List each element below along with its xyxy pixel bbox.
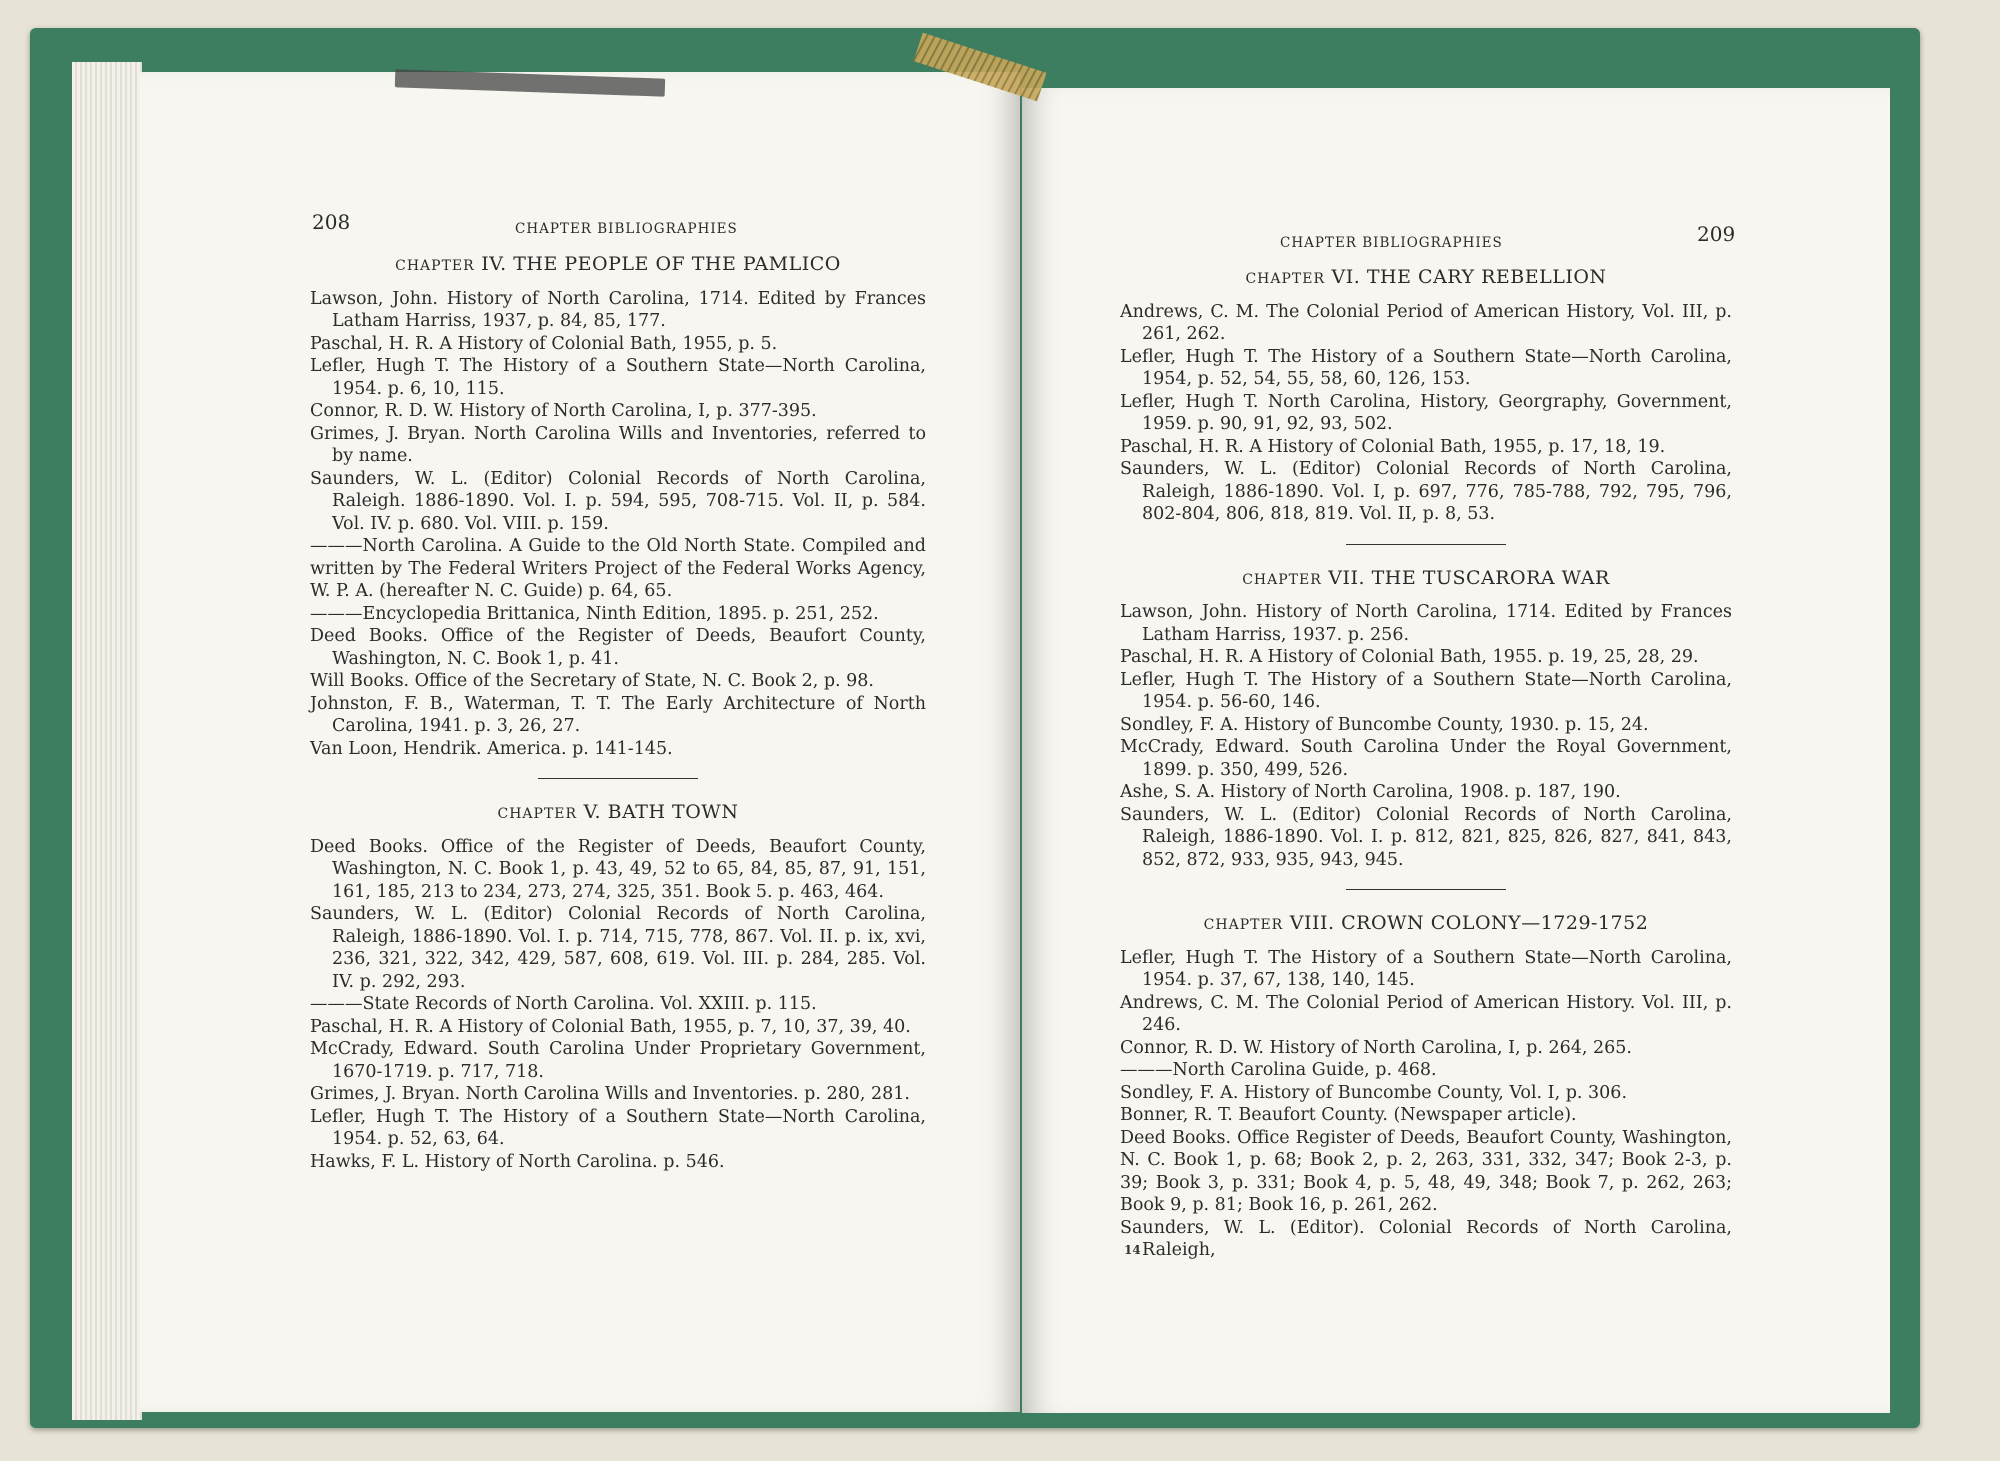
bib-entry: McCrady, Edward. South Carolina Under the Royal Government, 1899. p. 350, 499, 526. xyxy=(1120,737,1732,780)
chapter-heading-vii: CHAPTER VII. THE TUSCARORA WAR xyxy=(1242,566,1610,589)
bib-entry: ———North Carolina. A Guide to the Old North State. Compiled and written by The Federal Writers Project of the Federal Works Agency, W. P. A. (hereafter N. C. Guide) p. 64, 65. xyxy=(310,536,926,601)
bib-entry: Andrews, C. M. The Colonial Period of American History, Vol. III, p. 261, 262. xyxy=(1120,301,1732,344)
bib-entry: Lefler, Hugh T. The History of a Southern State—North Carolina, 1954, p. 52, 54, 55, 58, 60, 126, 153. xyxy=(1120,346,1732,389)
bib-entry: Paschal, H. R. A History of Colonial Bath, 1955. p. 19, 25, 28, 29. xyxy=(1120,647,1699,667)
chapter-heading-iv: CHAPTER IV. THE PEOPLE OF THE PAMLICO xyxy=(395,253,841,275)
bib-entry: Saunders, W. L. (Editor) Colonial Records of North Carolina, Raleigh, 1886-1890. Vol. I. p. 812, 821, 825, 826, 827, 841, 843, 852, 872, 933, 935, 943, 945. xyxy=(1120,804,1732,870)
bib-entry: Lefler, Hugh T. North Carolina, History, Georgraphy, Government, 1959. p. 90, 91, 92, 93, 502. xyxy=(1120,391,1732,434)
bib-entry: ———North Carolina Guide, p. 468. xyxy=(1120,1060,1437,1080)
bib-entry: ———State Records of North Carolina. Vol. XXIII. p. 115. xyxy=(310,994,817,1014)
bib-entry: Saunders, W. L. (Editor). Colonial Records of North Carolina, Raleigh, xyxy=(1120,1217,1732,1260)
chapter-heading-vi: CHAPTER VI. THE CARY REBELLION xyxy=(1245,266,1607,288)
bib-entry: Saunders, W. L. (Editor) Colonial Records of North Carolina, Raleigh. 1886-1890. Vol. I. p. 594, 595, 708-715. Vol. II, p. 584. Vol. IV. p. 680. Vol. VIII. p. 159. xyxy=(310,468,926,534)
bib-entry: Paschal, H. R. A History of Colonial Bath, 1955, p. 7, 10, 37, 39, 40. xyxy=(310,1016,911,1037)
bib-entry: Lawson, John. History of North Carolina, 1714. Edited by Frances Latham Harriss, 1937. p. 256. xyxy=(1120,602,1732,645)
bib-entry: Lawson, John. History of North Carolina, 1714. Edited by Frances Latham Harriss, 1937, p. 84, 85, 177. xyxy=(310,288,926,331)
right-page-number: 209 xyxy=(1697,222,1736,246)
bib-entry: Saunders, W. L. (Editor) Colonial Records of North Carolina, Raleigh, 1886-1890. Vol. I, p. 697, 776, 785-788, 792, 795, 796, 802-804, 806, 818, 819. Vol. II, p. 8, 53. xyxy=(1120,459,1732,524)
section-divider xyxy=(1346,544,1506,545)
bib-entry: Lefler, Hugh T. The History of a Southern State—North Carolina, 1954. p. 37, 67, 138, 140, 145. xyxy=(1120,947,1732,990)
bib-entry: Bonner, R. T. Beaufort County. (Newspaper article). xyxy=(1120,1105,1577,1125)
bib-entry: Lefler, Hugh T. The History of a Southern State—North Carolina, 1954. p. 52, 63, 64. xyxy=(310,1106,926,1149)
bib-entry: Connor, R. D. W. History of North Carolina, I, p. 377-395. xyxy=(310,401,817,421)
bib-entry: Deed Books. Office Register of Deeds, Beaufort County, Washington, N. C. Book 1, p. 68; Book 2, p. 2, 263, 331, 332, 347; Book 2-3, p. 39; Book 3, p. 331; Book 4, p. 5, 48, 49, 348; Book 7, p. 262, 263; Book 9, p. 81; Book 16, p. 261, 262. xyxy=(1120,1127,1732,1215)
page-edges xyxy=(72,62,142,1420)
bib-entry: Deed Books. Office of the Register of Deeds, Beaufort County, Washington, N. C. Book 1, p. 43, 49, 52 to 65, 84, 85, 87, 91, 151, 161, 185, 213 to 234, 273, 274, 325, 351. Book 5. p. 463, 464. xyxy=(310,836,926,902)
bib-entry: Deed Books. Office of the Register of Deeds, Beaufort County, Washington, N. C. Book 1, p. 41. xyxy=(310,626,926,669)
bib-entry: Ashe, S. A. History of North Carolina, 1908. p. 187, 190. xyxy=(1120,782,1621,802)
bib-entry: ———Encyclopedia Brittanica, Ninth Edition, 1895. p. 251, 252. xyxy=(310,603,879,624)
bib-entry: Lefler, Hugh T. The History of a Southern State—North Carolina, 1954. p. 6, 10, 115. xyxy=(310,356,926,399)
bib-entry: Van Loon, Hendrik. America. p. 141-145. xyxy=(310,738,673,759)
bib-entry: Andrews, C. M. The Colonial Period of American History. Vol. III, p. 246. xyxy=(1120,992,1732,1035)
left-page-number: 208 xyxy=(312,210,351,234)
chapter-heading-v: CHAPTER V. BATH TOWN xyxy=(497,801,739,823)
bib-entry: Sondley, F. A. History of Buncombe County, 1930. p. 15, 24. xyxy=(1120,714,1649,735)
left-running-head: CHAPTER BIBLIOGRAPHIES xyxy=(515,221,738,237)
bib-entry: Paschal, H. R. A History of Colonial Bath, 1955, p. 5. xyxy=(310,333,778,354)
bib-entry: Saunders, W. L. (Editor) Colonial Records of North Carolina, Raleigh, 1886-1890. Vol. I. p. 714, 715, 778, 867. Vol. II. p. ix, xvi, 236, 321, 322, 342, 429, 587, 608, 619. Vol. III. p. 284, 285. Vol. IV. p. 292, 293. xyxy=(310,904,926,992)
bib-entry: Paschal, H. R. A History of Colonial Bath, 1955, p. 17, 18, 19. xyxy=(1120,436,1666,457)
right-page-text xyxy=(1120,266,1732,1262)
bib-entry: Will Books. Office of the Secretary of State, N. C. Book 2, p. 98. xyxy=(310,671,874,691)
section-divider xyxy=(1346,889,1506,890)
bib-entry: Connor, R. D. W. History of North Carolina, I, p. 264, 265. xyxy=(1120,1037,1632,1058)
bib-entry: McCrady, Edward. South Carolina Under Proprietary Government, 1670-1719. p. 717, 718. xyxy=(310,1039,926,1082)
bib-entry: Johnston, F. B., Waterman, T. T. The Early Architecture of North Carolina, 1941. p. 3, 26, 27. xyxy=(310,693,926,736)
chapter-heading-viii: CHAPTER VIII. CROWN COLONY—1729-1752 xyxy=(1203,912,1649,934)
signature-mark: 14 xyxy=(1124,1243,1141,1257)
section-divider xyxy=(538,778,698,779)
right-running-head: CHAPTER BIBLIOGRAPHIES xyxy=(1280,235,1503,251)
bib-entry: Lefler, Hugh T. The History of a Southern State—North Carolina, 1954. p. 56-60, 146. xyxy=(1120,669,1732,712)
bib-entry: Hawks, F. L. History of North Carolina. p. 546. xyxy=(310,1151,725,1172)
left-page-text xyxy=(310,253,926,1173)
bib-entry: Grimes, J. Bryan. North Carolina Wills and Inventories, referred to by name. xyxy=(310,423,926,466)
bib-entry: Grimes, J. Bryan. North Carolina Wills and Inventories. p. 280, 281. xyxy=(310,1084,910,1104)
bib-entry: Sondley, F. A. History of Buncombe County, Vol. I, p. 306. xyxy=(1120,1082,1628,1103)
